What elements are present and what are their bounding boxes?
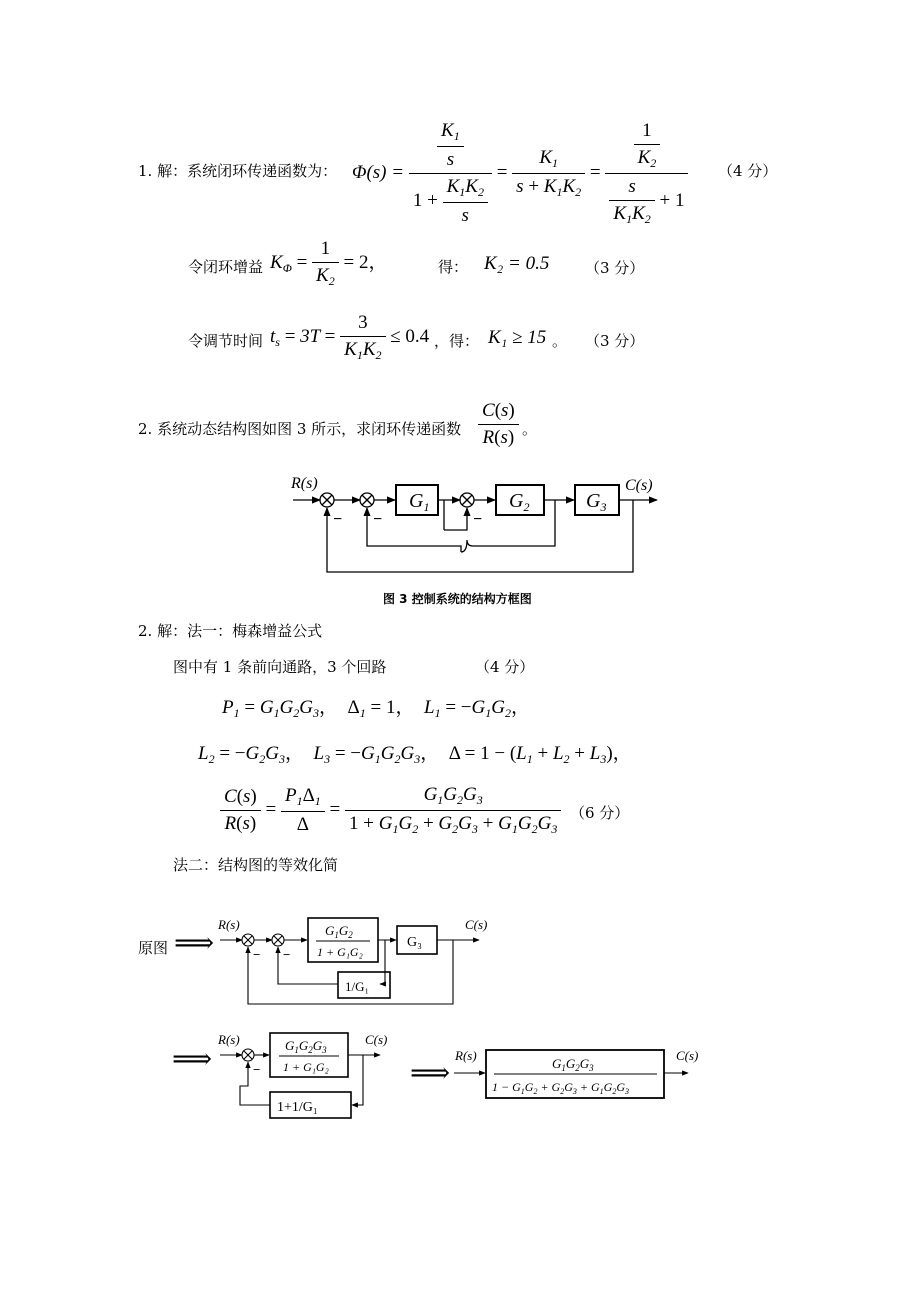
gain-equation: $K_\Phi$ = $\frac{1}{K_2}$ = 2， — [270, 238, 388, 288]
fraction-3: $\frac{1}{K_2}$ $\frac{s}{K_1K_2}$ + 1 — [605, 120, 688, 227]
score-4: （4 分） — [718, 162, 778, 180]
fraction-2: $\frac{K_1}{s + K_1K_2}$ — [512, 147, 585, 200]
fig3-block-g2: $G_2$ — [509, 490, 530, 514]
fig3-input-label: R(s) — [291, 475, 318, 492]
red2-input: R(s) — [218, 1032, 240, 1047]
red1-output: C(s) — [465, 917, 488, 932]
problem-2-text: 2. 系统动态结构图如图 3 所示，求闭环传递函数 — [138, 420, 462, 438]
score-6: （6 分） — [570, 804, 630, 822]
ts-end: 。 — [552, 332, 568, 350]
red2-output: C(s) — [365, 1032, 388, 1047]
svg-text:−: − — [283, 947, 291, 962]
reduction-diagram-2 — [215, 1028, 395, 1126]
svg-text:−: − — [253, 947, 261, 962]
implies-arrow-3: ⟹ — [410, 1056, 451, 1089]
ts-label: 令调节时间 — [188, 332, 264, 350]
red1-input: R(s) — [218, 917, 240, 932]
score-4b: （4 分） — [475, 658, 535, 676]
red2-feedback: 1+1/G₁ — [277, 1100, 318, 1115]
ts-sep: ，得： — [434, 332, 480, 350]
problem-2-fraction: $\frac{C(s)}{R(s)}$ — [478, 400, 519, 449]
red3-output: C(s) — [676, 1048, 699, 1063]
fig3-minus-1: − — [333, 511, 343, 528]
red3-input: R(s) — [455, 1048, 477, 1063]
ts-result: K₁ ≥ 15 — [488, 327, 547, 348]
phi-lhs: Φ(s) = — [352, 161, 405, 183]
mason-line-1: $P_1 = G_1G_2G_3$， $\Delta_1 = 1$， $L_1 = -G_1G_2$， — [222, 697, 530, 720]
gain-label: 令闭环增益 — [188, 258, 264, 276]
solution-1-label: 1. 解：系统闭环传递函数为： — [138, 162, 338, 180]
ts-equation: $t_s = 3T$ = $\frac{3}{K_1K_2}$ ≤ 0.4 — [270, 312, 430, 362]
fraction-1: $\frac{K_1}{s}$ 1 + $\frac{K_1K_2}{s}$ — [409, 120, 492, 227]
svg-text:−: − — [253, 1062, 261, 1077]
mason-line-2: $L_2 = -G_2G_3$， $L_3 = -G_1G_2G_3$， $\Delta = 1 - (L_1 + L_2 + L_3)$， — [198, 743, 632, 766]
original-label: 原图 — [138, 939, 169, 957]
problem-2-end: 。 — [522, 420, 538, 438]
red2-den: 1 + G₁G₂ — [283, 1060, 329, 1074]
fig3-output-label: C(s) — [625, 477, 653, 494]
red1-inv-g1: 1/G₁ — [345, 979, 370, 994]
fig3-minus-3: − — [473, 511, 483, 528]
gain-result-label: 得： — [438, 258, 469, 276]
paths-text: 图中有 1 条前向通路，3 个回路 — [173, 658, 387, 676]
mason-result: $\frac{C(s)}{R(s)}$ = $\frac{P_1\Delta_1}{\Delta}$ = $\frac{G_1G_2G_3}{1 + G_1G_2 + G_2G_3 + G_1G_2G_3}$ — [220, 784, 561, 837]
solution-2-title: 2. 解：法一：梅森增益公式 — [138, 622, 323, 640]
method-2-title: 法二：结构图的等效化简 — [173, 856, 339, 874]
red1-g3: G₃ — [407, 935, 422, 950]
fig3-block-g3: $G_3$ — [586, 490, 607, 514]
score-3a: （3 分） — [585, 259, 645, 277]
red2-num: $G_1G_2G_3$ — [285, 1038, 327, 1055]
closed-loop-transfer-function: Φ(s) = $\frac{K_1}{s}$ 1 + $\frac{K_1K_2}{s}$ = $\frac{K_1}{s + K_1K_2}$ = $\frac{1}{K_2}$ $\frac{s}{K_1K_2}$ + 1 — [352, 120, 688, 227]
red3-num: $G_1G_2G_3$ — [552, 1056, 594, 1073]
fig3-block-g1: $G_1$ — [409, 490, 430, 514]
score-3b: （3 分） — [585, 332, 645, 350]
fig3-minus-2: − — [373, 511, 383, 528]
figure-3-block-diagram — [285, 468, 675, 580]
red1-num: $G_1G_2$ — [325, 923, 353, 940]
reduction-diagram-3 — [452, 1042, 712, 1106]
red1-den: 1 + G₁G₂ — [317, 945, 363, 959]
implies-arrow-1: ⟹ — [174, 926, 215, 959]
red3-den: $1 - G_1G_2 + G_2G_3 + G_1G_2G_3$ — [492, 1080, 629, 1096]
figure-3-caption: 图 3 控制系统的结构方框图 — [383, 592, 532, 606]
implies-arrow-2: ⟹ — [172, 1042, 213, 1075]
reduction-diagram-1 — [215, 912, 505, 1012]
gain-result: K₂ = 0.5 — [484, 253, 550, 274]
